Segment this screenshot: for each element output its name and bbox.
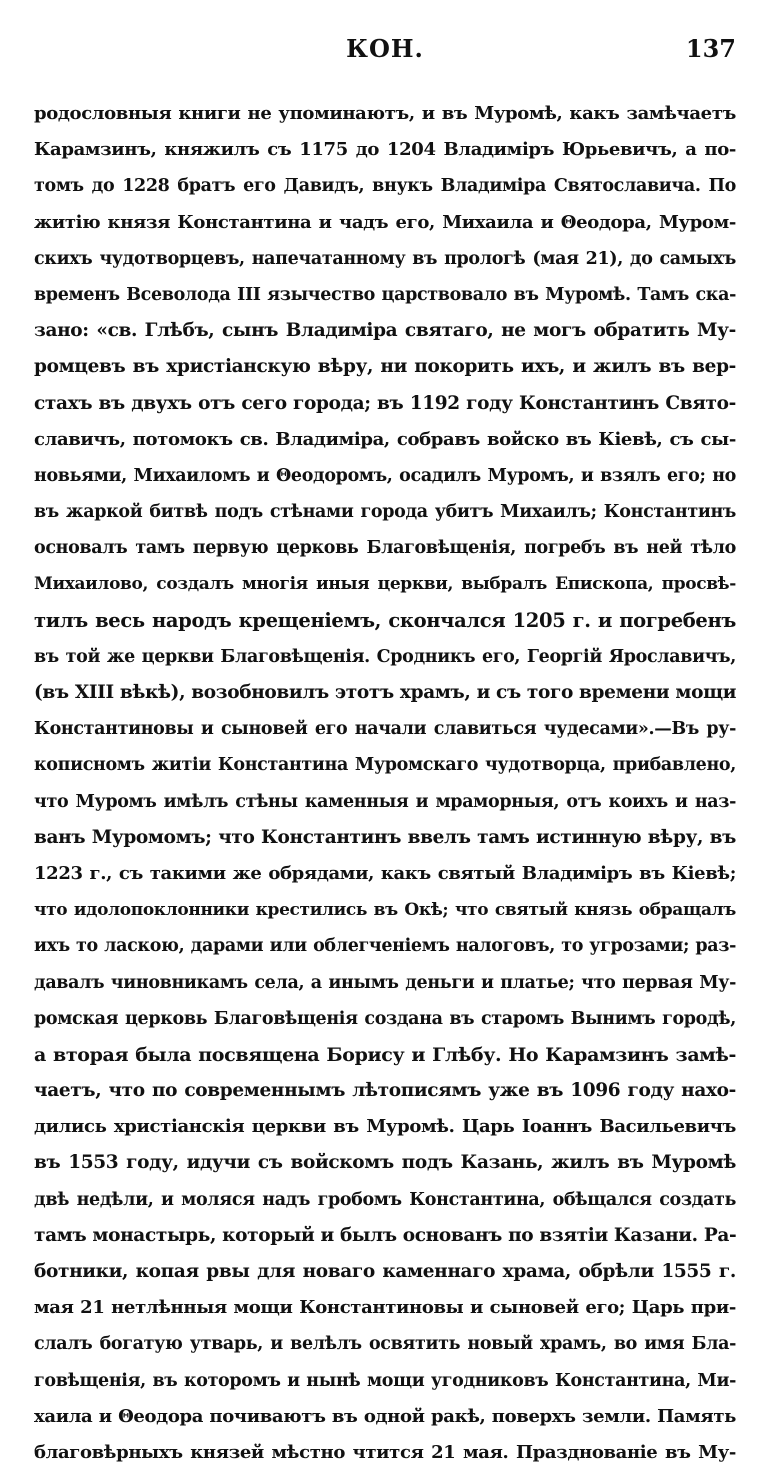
text-line: въ той же церкви Благовѣщенія. Сродникъ его, Георгій Ярославичъ, — [34, 646, 736, 667]
page-number: 137 — [685, 34, 736, 63]
text-line: а вторая была посвящена Борису и Глѣбу. Но Карамзинъ замѣ- — [34, 1043, 736, 1066]
text-line: Константиновы и сыновей его начали славиться чудесами».—Въ ру- — [34, 719, 736, 740]
text-line: въ 1553 году, идучи съ войскомъ подъ Казань, жилъ въ Муромѣ — [34, 1152, 736, 1174]
text-line: хаила и Θеодора почиваютъ въ одной ракѣ, поверхъ земли. Память — [34, 1405, 736, 1427]
text-line: скихъ чудотворцевъ, напечатанному въ прологѣ (мая 21), до самыхъ — [34, 248, 736, 269]
text-line: ромцевъ въ христіанскую вѣру, ни покорить ихъ, и жилъ въ вер- — [34, 356, 736, 378]
page-header — [34, 34, 736, 68]
text-line: зано: «св. Глѣбъ, сынъ Владиміра святаго, не могъ обратить Му- — [34, 320, 736, 342]
text-line: двѣ недѣли, и моляся надъ гробомъ Константина, обѣщался создать — [34, 1189, 736, 1210]
text-line: ботники, копая рвы для новаго каменнаго храма, обрѣли 1555 г. — [34, 1261, 736, 1282]
text-line: тилъ весь народъ крещеніемъ, скончался 1205 г. и погребенъ — [34, 608, 736, 632]
text-line: временъ Всеволода III язычество царствовало въ Муромѣ. Тамъ ска- — [34, 284, 736, 305]
text-line: 1223 г., съ такими же обрядами, какъ святый Владиміръ въ Кіевѣ; — [34, 862, 736, 884]
text-line: благовѣрныхъ князей мѣстно чтится 21 мая. Празднованіе въ Му- — [34, 1441, 736, 1463]
text-line: Карамзинъ, княжилъ съ 1175 до 1204 Владиміръ Юрьевичъ, а по- — [34, 139, 736, 161]
running-head: КОН. — [346, 34, 424, 63]
text-line: Михаилово, создалъ многія иныя церкви, выбралъ Епископа, просвѣ- — [34, 574, 736, 595]
text-line: томъ до 1228 братъ его Давидъ, внукъ Владиміра Святославича. По — [34, 176, 736, 197]
text-line: давалъ чиновникамъ села, а инымъ деньги и платье; что первая Му- — [34, 972, 736, 993]
text-line: кописномъ житіи Константина Муромскаго чудотворца, прибавлено, — [34, 755, 736, 776]
text-line: что Муромъ имѣлъ стѣны каменныя и мраморныя, отъ коихъ и наз- — [34, 791, 736, 812]
text-line: основалъ тамъ первую церковь Благовѣщенія, погребъ въ ней тѣло — [34, 538, 736, 559]
text-line: слалъ богатую утварь, и велѣлъ освятить новый храмъ, во имя Бла- — [34, 1334, 736, 1355]
text-line: въ жаркой битвѣ подъ стѣнами города убитъ Михаилъ; Константинъ — [34, 502, 736, 523]
text-line: ихъ то ласкою, дарами или облегченіемъ налоговъ, то угрозами; раз- — [34, 936, 736, 957]
text-line: ванъ Муромомъ; что Константинъ ввелъ тамъ истинную вѣру, въ — [34, 826, 736, 848]
text-line: родословныя книги не упоминаютъ, и въ Муромѣ, какъ замѣчаетъ — [34, 103, 736, 124]
text-line: житію князя Константина и чадъ его, Михаила и Θеодора, Муром- — [34, 211, 736, 233]
text-line: что идолопоклонники крестились въ Окѣ; что святый князь обращалъ — [34, 900, 736, 921]
text-line: тамъ монастырь, который и былъ основанъ по взятіи Казани. Ра- — [34, 1224, 736, 1246]
text-line: чаетъ, что по современнымъ лѣтописямъ уже въ 1096 году нахо- — [34, 1080, 736, 1102]
text-line: ромская церковь Благовѣщенія создана въ старомъ Вынимъ городѣ, — [34, 1008, 736, 1029]
text-line: славичъ, потомокъ св. Владиміра, собравъ войско въ Кіевѣ, съ сы- — [34, 428, 736, 450]
body-text — [34, 96, 736, 1471]
text-line: дились христіанскія церкви въ Муромѣ. Царь Іоаннъ Васильевичъ — [34, 1116, 736, 1138]
text-line: новьями, Михаиломъ и Θеодоромъ, осадилъ Муромъ, и взялъ его; но — [34, 465, 736, 486]
text-line: говѣщенія, въ которомъ и нынѣ мощи угодниковъ Константина, Ми- — [34, 1370, 736, 1391]
text-line: мая 21 нетлѣнныя мощи Константиновы и сыновей его; Царь при- — [34, 1297, 736, 1319]
text-line: (въ XIII вѣкѣ), возобновилъ этотъ храмъ, и съ того времени мощи — [34, 682, 736, 703]
text-line: стахъ въ двухъ отъ сего города; въ 1192 году Константинъ Свято- — [34, 392, 736, 414]
